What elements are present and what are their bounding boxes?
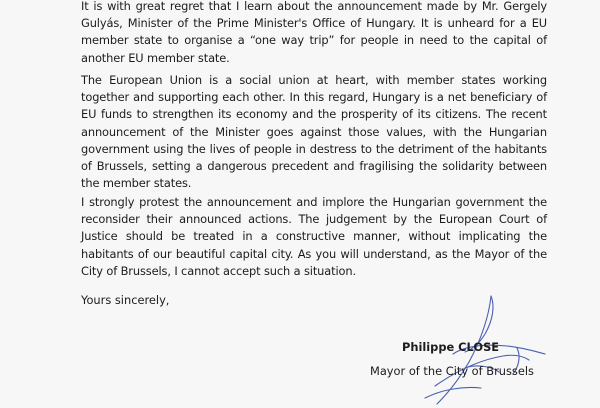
letter-paragraph-2: The European Union is a social union at heart, with member states working together and supporting each other. In this regard, Hungary is a net beneficiary of EU funds to strengthen its economy and the prosperity of its citizens. The recent announcement of the Minister goes against those values, with the Hungarian government using the lives of people in destress to the detriment of the habitants of Brussels, setting a dangerous precedent and fragilising the solidarity between the member states. (81, 73, 547, 191)
letter-closing: Yours sincerely, (81, 293, 170, 307)
signer-title: Mayor of the City of Brussels (370, 364, 534, 378)
signer-name: Philippe CLOSE (402, 340, 500, 354)
letter-paragraph-3: I strongly protest the announcement and implore the Hungarian government the reconsider their announced actions. The judgement by the European Court of Justice should be treated in a constructive manner, without implicating the habitants of our beautiful capital city. As you will understand, as the Mayor of the City of Brussels, I cannot accept such a situation. (81, 195, 547, 278)
letter-paragraph-1: It is with great regret that I learn about the announcement made by Mr. Gergely Gulyás, Minister of the Prime Minister's Office of Hungary. It is unheard for a EU member state to organise a “one way trip” for people in need to the capital of another EU member state. (81, 0, 547, 65)
